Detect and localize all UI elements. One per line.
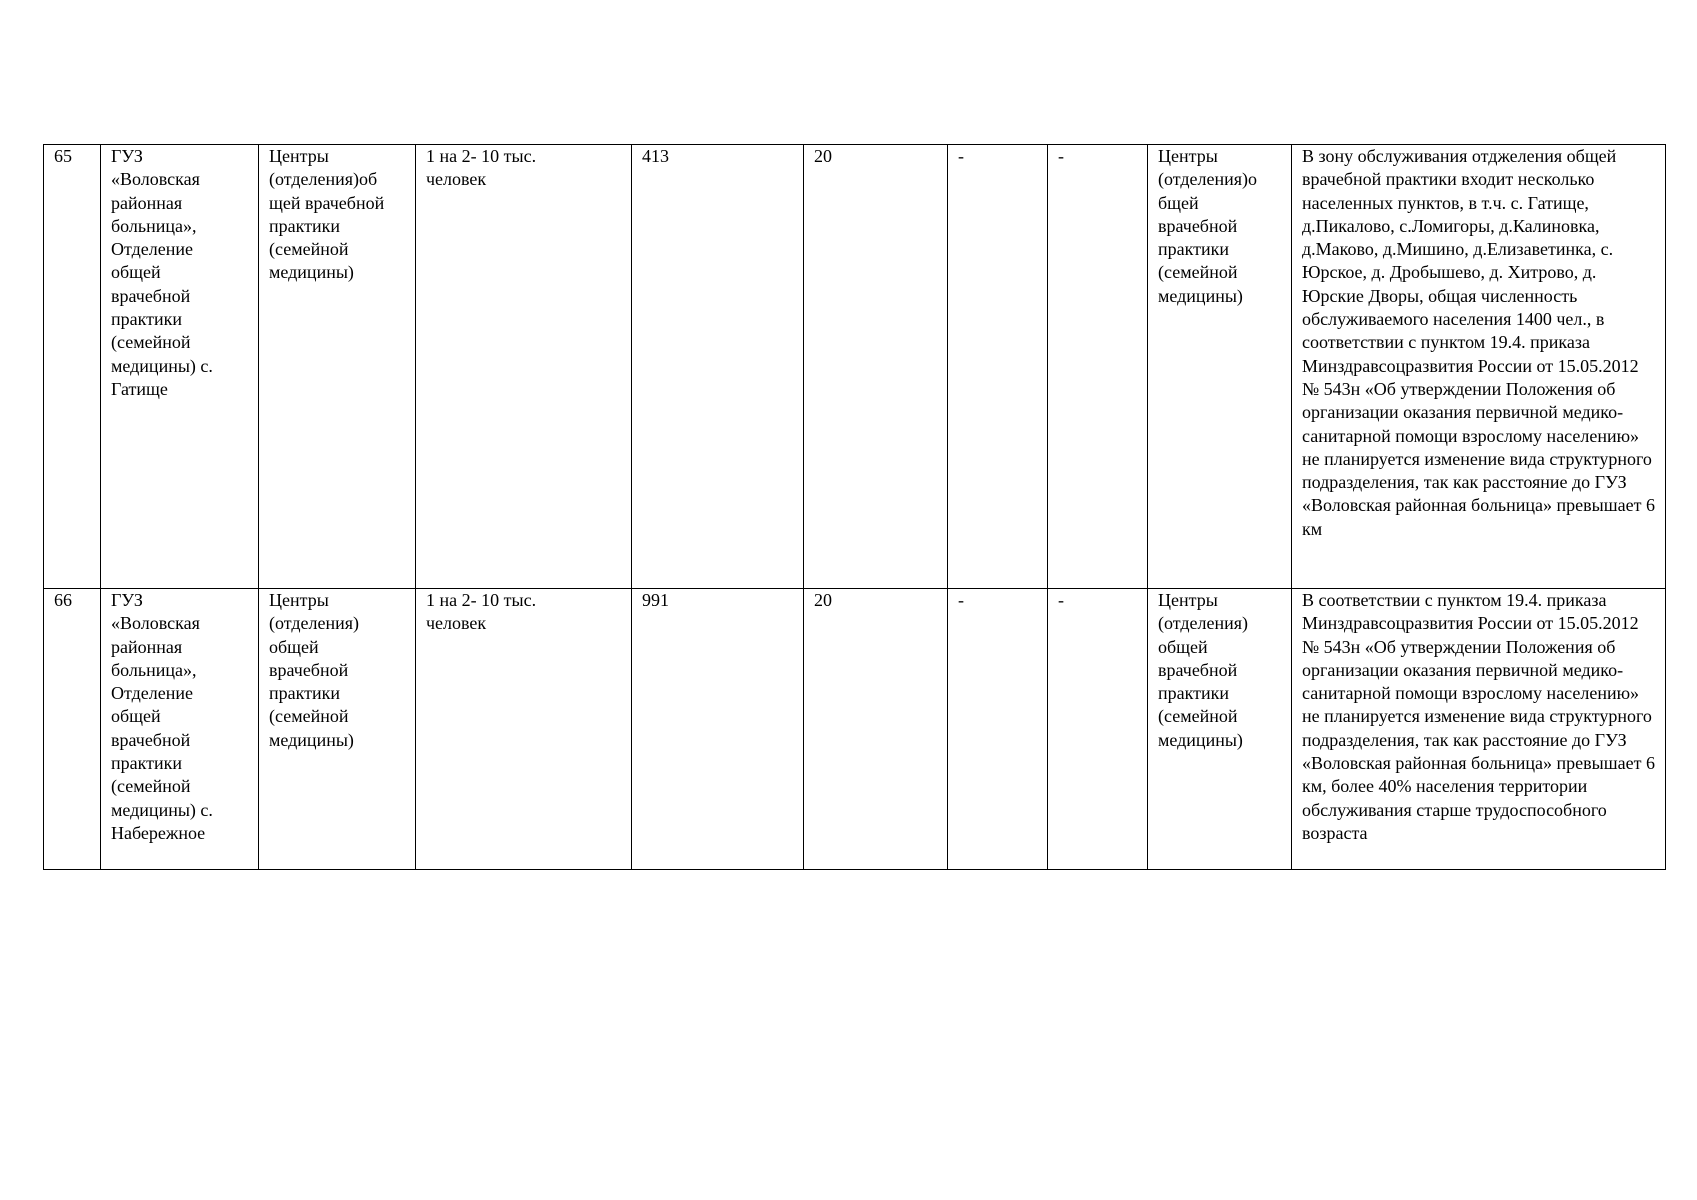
note-cell — [1292, 589, 1666, 870]
table-row — [44, 145, 1666, 589]
column-8-value: - — [1058, 146, 1064, 166]
table-row — [44, 589, 1666, 870]
row-number: 65 — [54, 146, 72, 166]
row-number: 66 — [54, 590, 72, 610]
row-number-cell — [44, 145, 101, 589]
population-cell — [632, 145, 804, 589]
planned-type-cell — [1148, 145, 1292, 589]
column-7-cell — [948, 145, 1048, 589]
type-cell — [259, 145, 416, 589]
service-norm: 1 на 2- 10 тыс. человек — [426, 590, 537, 634]
population-cell — [632, 589, 804, 870]
row-number-cell — [44, 589, 101, 870]
distance-cell — [804, 589, 948, 870]
institution-cell — [101, 145, 259, 589]
population-value: 413 — [642, 146, 669, 166]
facility-type: Центры (отделения)об щей врачебной практики (семейной медицины) — [269, 146, 385, 283]
institution-cell — [101, 589, 259, 870]
planned-facility-type: Центры (отделения)о бщей врачебной практики (семейной медицины) — [1158, 146, 1258, 306]
facilities-table — [43, 144, 1666, 870]
norm-cell — [416, 145, 632, 589]
note-cell — [1292, 145, 1666, 589]
institution-name: ГУЗ «Воловская районная больница», Отделение общей врачебной практики (семейной медицины) с. Набережное — [111, 590, 213, 843]
distance-value: 20 — [814, 590, 832, 610]
column-7-cell — [948, 589, 1048, 870]
facility-type: Центры (отделения) общей врачебной практики (семейной медицины) — [269, 590, 360, 750]
note-text: В соответствии с пунктом 19.4. приказа Минздравсоцразвития России от 15.05.2012 № 543н «Об утверждении Положения об организации оказания первичной медико-санитарной помощи взрослому населению» не планируется изменение вида структурного подразделения, так как расстояние до ГУЗ «Воловская районная больница» превышает 6 км, более 40% населения территории обслуживания старше трудоспособного возраста — [1302, 590, 1655, 843]
column-7-value: - — [958, 590, 964, 610]
population-value: 991 — [642, 590, 669, 610]
distance-cell — [804, 145, 948, 589]
distance-value: 20 — [814, 146, 832, 166]
note-text: В зону обслуживания отджеления общей врачебной практики входит несколько населенных пунктов, в т.ч. с. Гатище, д.Пикалово, с.Ломигоры, д.Калиновка, д.Маково, д.Мишино, д.Елизаветинка, с. Юрское, д. Дробышево, д. Хитрово, д. Юрские Дворы, общая численность обслуживаемого населения 1400 чел., в соответствии с пунктом 19.4. приказа Минздравсоцразвития России от 15.05.2012 № 543н «Об утверждении Положения об организации оказания первичной медико-санитарной помощи взрослому населению» не планируется изменение вида структурного подразделения, так как расстояние до ГУЗ «Воловская районная больница» превышает 6 км — [1302, 146, 1655, 539]
institution-name: ГУЗ «Воловская районная больница», Отделение общей врачебной практики (семейной медицины) с. Гатище — [111, 146, 213, 399]
type-cell — [259, 589, 416, 870]
planned-facility-type: Центры (отделения) общей врачебной практики (семейной медицины) — [1158, 590, 1249, 750]
column-8-cell — [1048, 589, 1148, 870]
column-7-value: - — [958, 146, 964, 166]
norm-cell — [416, 589, 632, 870]
column-8-cell — [1048, 145, 1148, 589]
planned-type-cell — [1148, 589, 1292, 870]
column-8-value: - — [1058, 590, 1064, 610]
service-norm: 1 на 2- 10 тыс. человек — [426, 146, 537, 190]
